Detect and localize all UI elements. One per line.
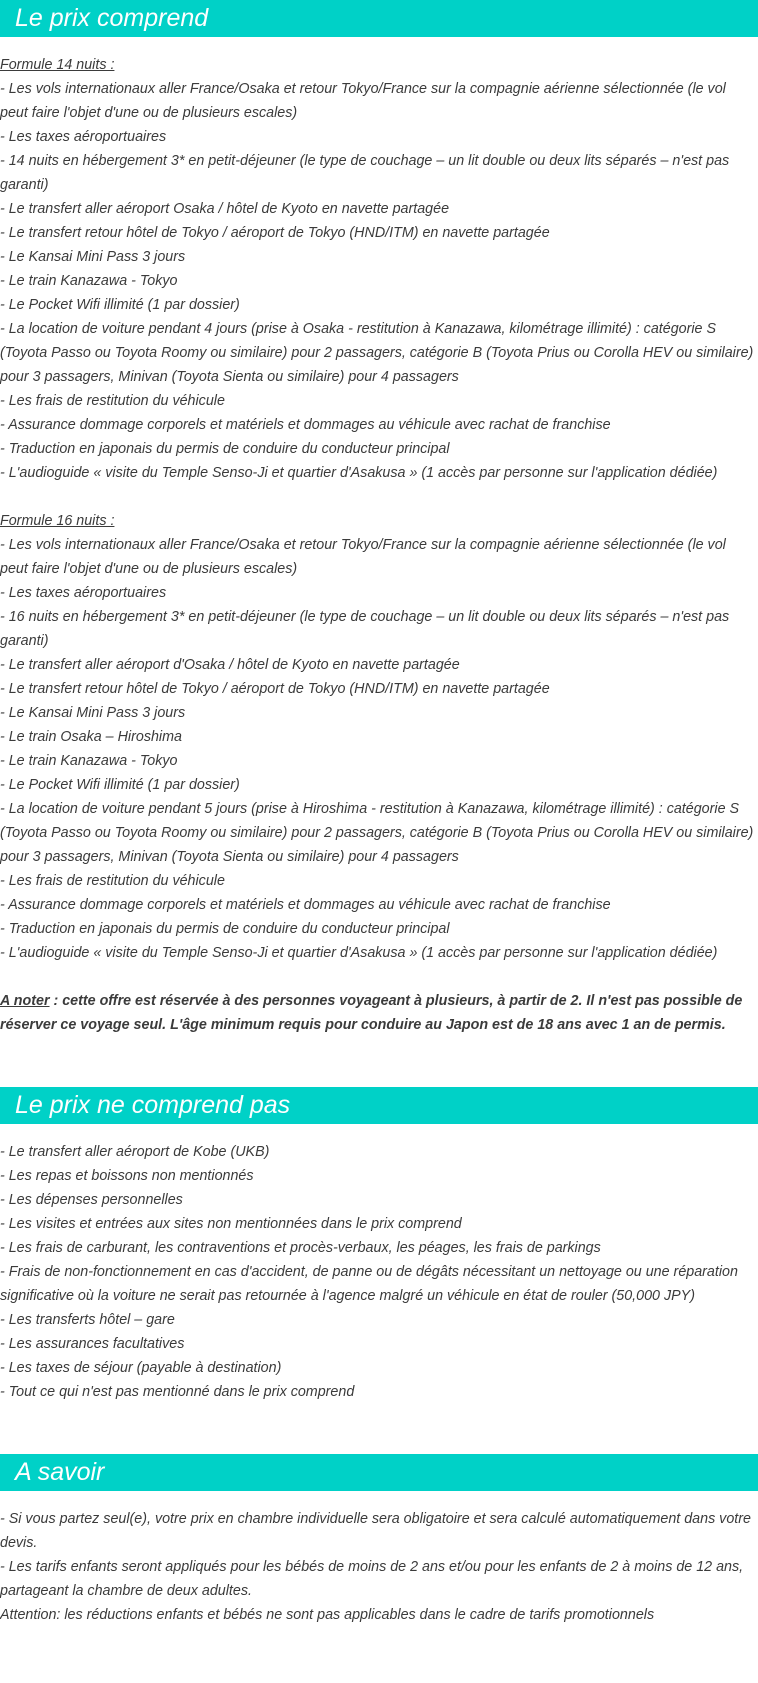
list-item: Attention: les réductions enfants et bébés ne sont pas applicables dans le cadre de tarifs promotionnels bbox=[0, 1607, 655, 1623]
list-item: - La location de voiture pendant 4 jours (prise à Osaka - restitution à Kanazawa, kilométrage illimité) : catégorie S (Toyota Passo ou Toyota Roomy ou similaire) pour 2 passagers, catégorie B (Toyota Prius ou Corolla HEV ou similaire) pour 3 passagers, Minivan (Toyota Sienta ou similaire) pour 4 passagers bbox=[0, 321, 754, 385]
list-item: - L'audioguide « visite du Temple Senso-Ji et quartier d'Asakusa » (1 accès par personne sur l'application dédiée) bbox=[0, 945, 718, 961]
section-header-excluded: Le prix ne comprend pas bbox=[0, 1087, 758, 1124]
list-item: - L'audioguide « visite du Temple Senso-Ji et quartier d'Asakusa » (1 accès par personne sur l'application dédiée) bbox=[0, 465, 718, 481]
list-item: - Les frais de restitution du véhicule bbox=[0, 873, 225, 889]
list-item: - La location de voiture pendant 5 jours (prise à Hiroshima - restitution à Kanazawa, kilométrage illimité) : catégorie S (Toyota Passo ou Toyota Roomy ou similaire) pour 2 passagers, catégorie B (Toyota Prius ou Corolla HEV ou similaire) pour 3 passagers, Minivan (Toyota Sienta ou similaire) pour 4 passagers bbox=[0, 801, 754, 865]
list-item: - Le train Osaka – Hiroshima bbox=[0, 729, 182, 745]
excluded-content bbox=[0, 1140, 758, 1404]
list-item: - Traduction en japonais du permis de conduire du conducteur principal bbox=[0, 441, 450, 457]
list-item: - Le transfert aller aéroport de Kobe (UKB) bbox=[0, 1144, 270, 1160]
list-item: - Les taxes aéroportuaires bbox=[0, 585, 167, 601]
list-item: - Le transfert retour hôtel de Tokyo / aéroport de Tokyo (HND/ITM) en navette partagée bbox=[0, 681, 550, 697]
list-item: - Les taxes de séjour (payable à destination) bbox=[0, 1360, 282, 1376]
list-item: - Frais de non-fonctionnement en cas d'accident, de panne ou de dégâts nécessitant un nettoyage ou une réparation significative où la voiture ne serait pas retournée à l'agence malgré un véhicule en état de rouler (50,000 JPY) bbox=[0, 1264, 738, 1304]
list-item: - Les taxes aéroportuaires bbox=[0, 129, 167, 145]
list-item: - Le transfert retour hôtel de Tokyo / aéroport de Tokyo (HND/ITM) en navette partagée bbox=[0, 225, 550, 241]
list-item: - Les visites et entrées aux sites non mentionnées dans le prix comprend bbox=[0, 1216, 462, 1232]
list-item: - Les frais de restitution du véhicule bbox=[0, 393, 225, 409]
list-item: - Le Kansai Mini Pass 3 jours bbox=[0, 705, 186, 721]
list-item: - Les tarifs enfants seront appliqués pour les bébés de moins de 2 ans et/ou pour les enfants de 2 à moins de 12 ans, partageant la chambre de deux adultes. bbox=[0, 1559, 744, 1599]
info-list bbox=[0, 1507, 754, 1627]
list-item: - Le train Kanazawa - Tokyo bbox=[0, 753, 178, 769]
formula-16-list bbox=[0, 533, 754, 965]
list-item: - Les transferts hôtel – gare bbox=[0, 1312, 175, 1328]
note-paragraph bbox=[0, 989, 754, 1037]
list-item: - Les repas et boissons non mentionnés bbox=[0, 1168, 254, 1184]
formula-16-title: Formule 16 nuits : bbox=[0, 513, 115, 529]
excluded-list bbox=[0, 1140, 754, 1404]
note-label: A noter bbox=[0, 993, 50, 1009]
list-item: - Le transfert aller aéroport Osaka / hôtel de Kyoto en navette partagée bbox=[0, 201, 450, 217]
info-content bbox=[0, 1507, 758, 1627]
section-header-info: A savoir bbox=[0, 1454, 758, 1491]
list-item: - 14 nuits en hébergement 3* en petit-déjeuner (le type de couchage – un lit double ou deux lits séparés – n'est pas garanti) bbox=[0, 153, 730, 193]
included-content bbox=[0, 53, 758, 1037]
list-item: - Traduction en japonais du permis de conduire du conducteur principal bbox=[0, 921, 450, 937]
list-item: - Le Kansai Mini Pass 3 jours bbox=[0, 249, 186, 265]
list-item: - Tout ce qui n'est pas mentionné dans le prix comprend bbox=[0, 1384, 355, 1400]
list-item: - Les dépenses personnelles bbox=[0, 1192, 183, 1208]
list-item: - Les vols internationaux aller France/Osaka et retour Tokyo/France sur la compagnie aérienne sélectionnée (le vol peut faire l'objet d'une ou de plusieurs escales) bbox=[0, 81, 726, 121]
section-header-included: Le prix comprend bbox=[0, 0, 758, 37]
list-item: - Les frais de carburant, les contraventions et procès-verbaux, les péages, les frais de parkings bbox=[0, 1240, 601, 1256]
list-item: - Les assurances facultatives bbox=[0, 1336, 185, 1352]
list-item: - Les vols internationaux aller France/Osaka et retour Tokyo/France sur la compagnie aérienne sélectionnée (le vol peut faire l'objet d'une ou de plusieurs escales) bbox=[0, 537, 726, 577]
list-item: - Assurance dommage corporels et matériels et dommages au véhicule avec rachat de franchise bbox=[0, 897, 611, 913]
list-item: - Le Pocket Wifi illimité (1 par dossier) bbox=[0, 777, 240, 793]
note-text: : cette offre est réservée à des personnes voyageant à plusieurs, à partir de 2. Il n'est pas possible de réserver ce voyage seul. L'âge minimum requis pour conduire au Japon est de 18 ans avec 1 an de permis. bbox=[0, 993, 743, 1033]
list-item: - Assurance dommage corporels et matériels et dommages au véhicule avec rachat de franchise bbox=[0, 417, 611, 433]
list-item: - Si vous partez seul(e), votre prix en chambre individuelle sera obligatoire et sera calculé automatiquement dans votre devis. bbox=[0, 1511, 751, 1551]
formula-14-list bbox=[0, 77, 754, 485]
list-item: - Le Pocket Wifi illimité (1 par dossier) bbox=[0, 297, 240, 313]
list-item: - Le transfert aller aéroport d'Osaka / hôtel de Kyoto en navette partagée bbox=[0, 657, 460, 673]
formula-14-title: Formule 14 nuits : bbox=[0, 57, 115, 73]
list-item: - Le train Kanazawa - Tokyo bbox=[0, 273, 178, 289]
list-item: - 16 nuits en hébergement 3* en petit-déjeuner (le type de couchage – un lit double ou deux lits séparés – n'est pas garanti) bbox=[0, 609, 730, 649]
